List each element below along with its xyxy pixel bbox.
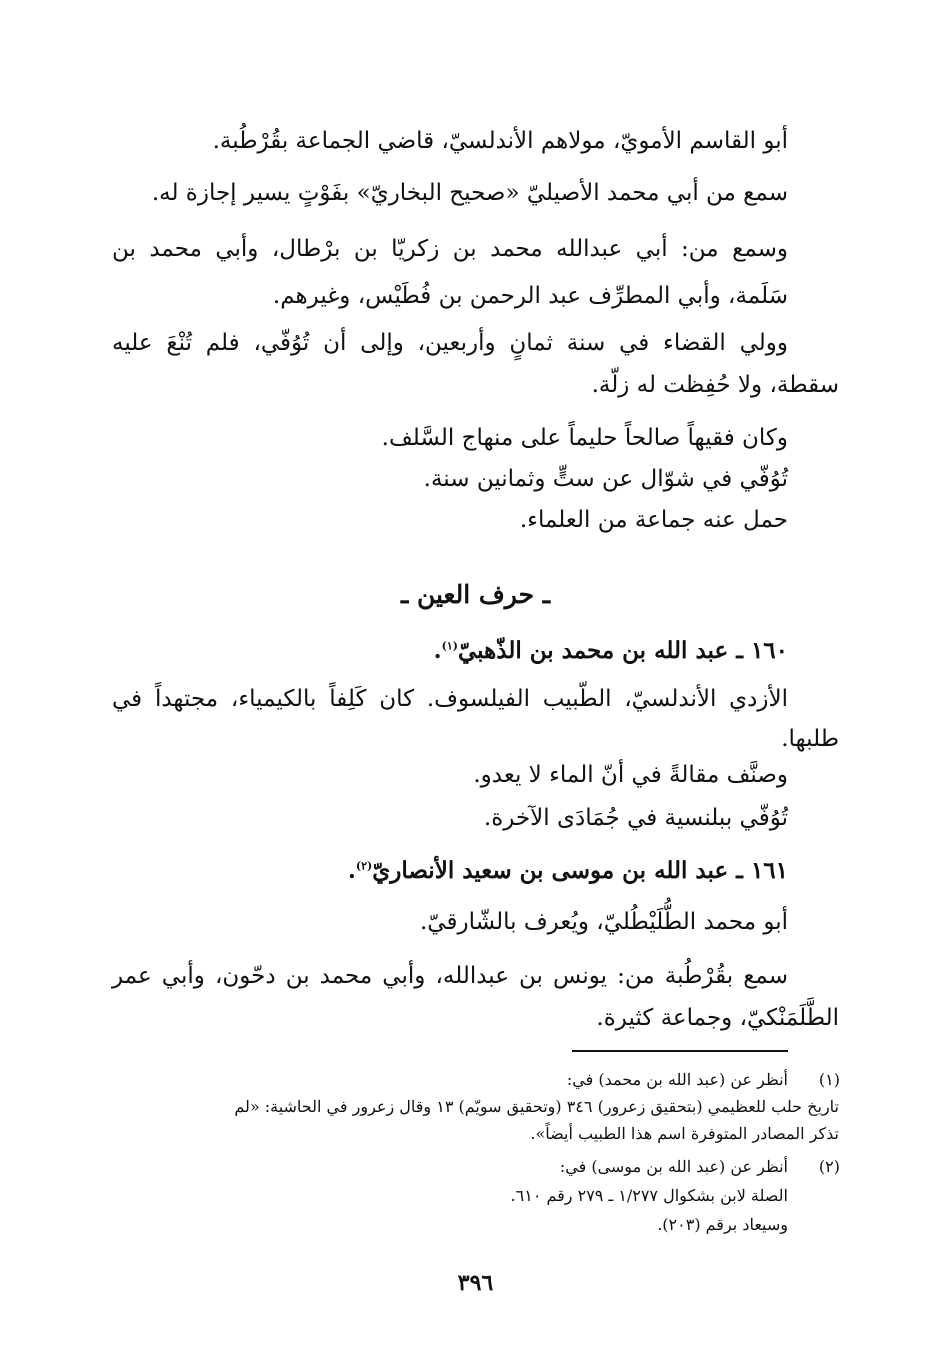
footnote-line: وسيعاد برقم (٢٠٣).	[657, 1215, 788, 1234]
body-line: حمل عنه جماعة من العلماء.	[519, 507, 788, 533]
footnote-line: الصلة لابن بشكوال ١/٢٧٧ ـ ٢٧٩ رقم ٦١٠.	[510, 1186, 788, 1205]
entry-heading-end: .	[347, 857, 356, 884]
entry-line: الأزدي الأندلسيّ، الطّبيب الفيلسوف. كان كَلِفاً بالكيمياء، مجتهداً في	[112, 686, 788, 712]
footnote-line: أنظر عن (عبد الله بن موسى) في:	[559, 1157, 788, 1176]
footnote-divider	[572, 1050, 788, 1052]
body-line: وسمع من: أبي عبدالله محمد بن زكريّا بن برْطال، وأبي محمد بن	[112, 236, 788, 262]
footnote-line: أنظر عن (عبد الله بن محمد) في:	[566, 1070, 788, 1089]
footnote-marker: (١)	[441, 639, 458, 653]
entry-heading-text: ١٦٠ ـ عبد الله بن محمد بن الذّهبيّ	[458, 637, 788, 664]
entry-line: سمع بقُرْطُبة من: يونس بن عبدالله، وأبي محمد بن دحّون، وأبي عمر	[112, 963, 788, 989]
entry-heading	[434, 637, 788, 665]
footnote-line: تذكر المصادر المتوفرة اسم هذا الطبيب أيضاً».	[530, 1124, 839, 1143]
entry-line: وصنَّف مقالةً في أنّ الماء لا يعدو.	[473, 762, 788, 788]
footnote-number: (٢)	[818, 1157, 840, 1176]
page-number: ٣٩٦	[457, 1270, 494, 1296]
entry-line: تُوُفّي ببلنسية في جُمَادَى الآخرة.	[483, 805, 788, 831]
body-line: سقطة، ولا حُفِظت له زلّة.	[591, 372, 839, 398]
body-line: تُوُفّي في شوّال عن ستٍّ وثمانين سنة.	[423, 466, 788, 492]
body-line: أبو القاسم الأمويّ، مولاهم الأندلسيّ، قاضي الجماعة بقُرْطُبة.	[212, 128, 788, 154]
footnote-number: (١)	[818, 1070, 840, 1089]
entry-heading-text: ١٦١ ـ عبد الله بن موسى بن سعيد الأنصاريّ	[372, 857, 788, 884]
body-line: سمع من أبي محمد الأصيليّ «صحيح البخاريّ» بفَوْتٍ يسير إجازة له.	[151, 180, 788, 206]
entry-line: أبو محمد الطُّلَيْطُليّ، ويُعرف بالشّارقيّ.	[419, 909, 788, 935]
body-line: سَلَمة، وأبي المطرِّف عبد الرحمن بن فُطَيْس، وغيرهم.	[272, 283, 788, 309]
entry-line: طلبها.	[781, 726, 839, 752]
body-line: وولي القضاء في سنة ثمانٍ وأربعين، وإلى أن تُوُفّي، فلم تُنْعَ عليه	[112, 330, 788, 356]
footnote-line: تاريخ حلب للعظيمي (بتحقيق زعرور) ٣٤٦ (وتحقيق سويّم) ١٣ وقال زعرور في الحاشية: «لم	[234, 1097, 839, 1116]
entry-heading-end: .	[433, 637, 442, 664]
entry-line: الطَّلَمَنْكيّ، وجماعة كثيرة.	[596, 1005, 839, 1031]
section-title: ـ حرف العين ـ	[400, 580, 551, 609]
body-line: وكان فقيهاً صالحاً حليماً على منهاج السَّلف.	[381, 425, 788, 451]
entry-heading	[348, 857, 788, 885]
footnote-marker: (٢)	[355, 859, 373, 873]
